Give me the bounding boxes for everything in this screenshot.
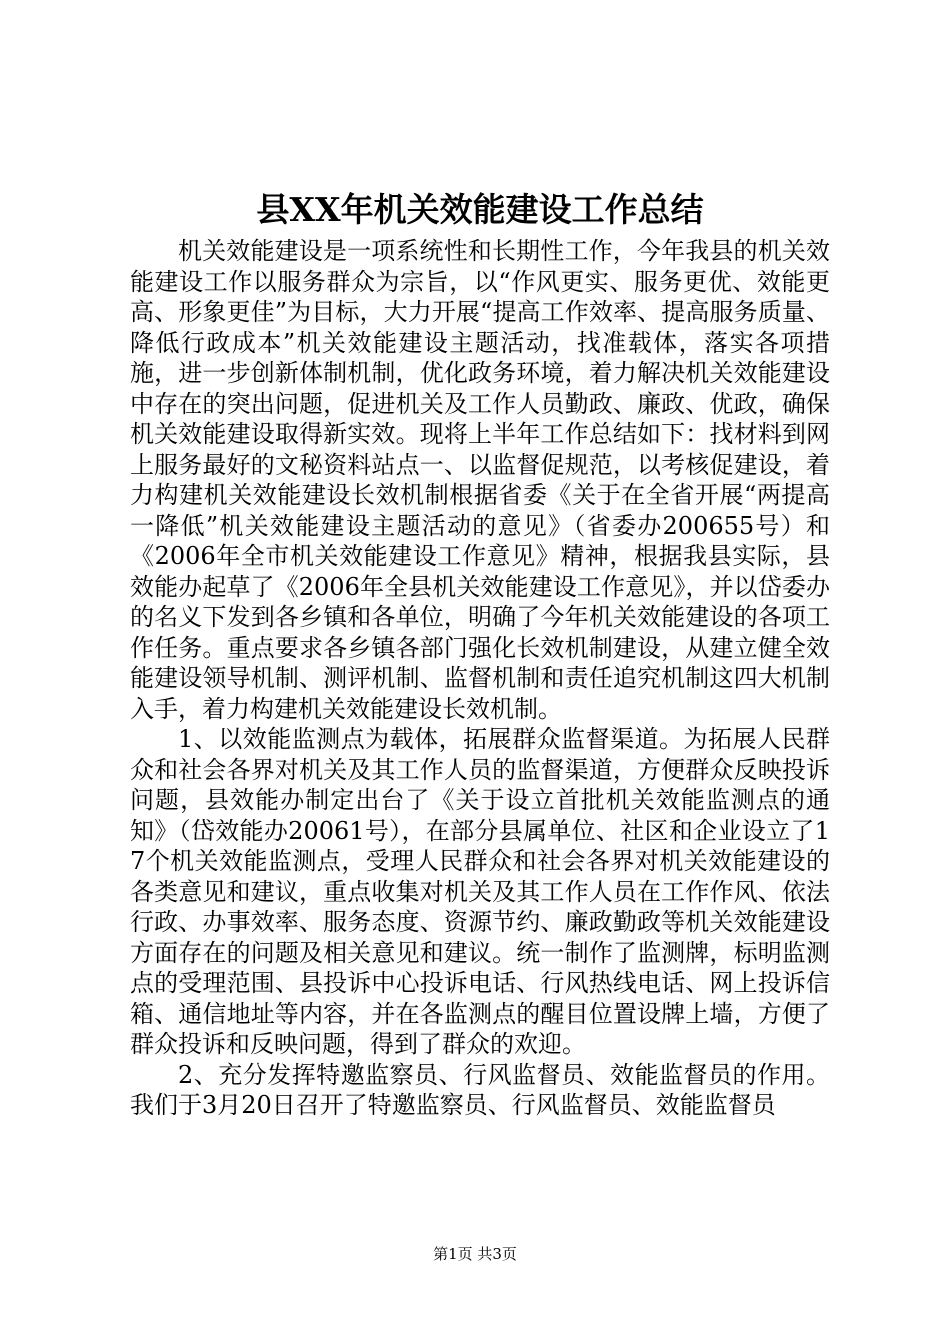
document-title: 县XX年机关效能建设工作总结 — [256, 190, 704, 229]
body-paragraph-intro: 机关效能建设是一项系统性和长期性工作，今年我县的机关效能建设工作以服务群众为宗旨，以“作风更实、服务更优、效能更高、形象更佳”为目标，大力开展“提高工作效率、提高服务质量、降低行政成本”机关效能建设主题活动，找准载体，落实各项措施，进一步创新体制机制，优化政务环境，着力解决机关效能建设中存在的突出问题，促进机关及工作人员勤政、廉政、优政，确保机关效能建设取得新实效。现将上半年工作总结如下：找材料到网上服务最好的文秘资料站点一、以监督促规范，以考核促建设，着力构建机关效能建设长效机制根据省委《关于在全省开展“两提高一降低”机关效能建设主题活动的意见》（省委办200655号）和《2006年全市机关效能建设工作意见》精神，根据我县实际，县效能办起草了《2006年全县机关效能建设工作意见》，并以岱委办的名义下发到各乡镇和各单位，明确了今年机关效能建设的各项工作任务。重点要求各乡镇各部门强化长效机制建设，从建立健全效能建设领导机制、测评机制、监督机制和责任追究机制这四大机制入手，着力构建机关效能建设长效机制。 — [130, 237, 830, 723]
body-paragraph-2: 2、充分发挥特邀监察员、行风监督员、效能监督员的作用。我们于3月20日召开了特邀监察员、行风监督员、效能监督员 — [130, 1060, 830, 1119]
page-number-footer: 第1页 共3页 — [433, 1245, 517, 1263]
document-body — [130, 236, 830, 1121]
body-paragraph-1: 1、以效能监测点为载体，拓展群众监督渠道。为拓展人民群众和社会各界对机关及其工作人员的监督渠道，方便群众反映投诉问题，县效能办制定出台了《关于设立首批机关效能监测点的通知》（岱效能办20061号），在部分县属单位、社区和企业设立了17个机关效能监测点，受理人民群众和社会各界对机关效能建设的各类意见和建议，重点收集对机关及其工作人员在工作作风、依法行政、办事效率、服务态度、资源节约、廉政勤政等机关效能建设方面存在的问题及相关意见和建议。统一制作了监测牌，标明监测点的受理范围、县投诉中心投诉电话、行风热线电话、网上投诉信箱、通信地址等内容，并在各监测点的醒目位置设牌上墙，方便了群众投诉和反映问题，得到了群众的欢迎。 — [130, 725, 830, 1058]
